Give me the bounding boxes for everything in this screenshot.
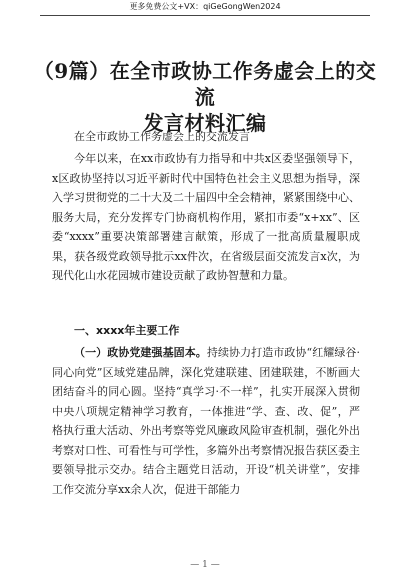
document-subtitle: 在全市政协工作务虚会上的交流发言 (74, 130, 250, 143)
title-line-2: 发言材料汇编 (143, 111, 267, 135)
paragraph-1-text: 持续协力打造市政协“红耀绿谷·同心向党”区域党建品牌，深化党建联建、团建联建，不断画大团结奋斗的同心圆。坚持“真学习·不一样”，扎实开展深入贯彻中央八项规定精神学习教育，一体推进“学、查、改、促”，严格执行重大活动、外出考察等党风廉政风险审查机制，强化外出考察对口性、可看性与可学性，多篇外出考察情况报告获区委主要领导批示交办。结合主题党日活动，开设“机关讲堂”，安排工作交流分享xx余人次，促进干部能力 (52, 346, 361, 496)
intro-paragraph: 今年以来，在xx市政协有力指导和中共x区委坚强领导下，x区政协坚持以习近平新时代中国特色社会主义思想为指导，深入学习贯彻党的二十大及二十届四中全会精神，紧紧围绕中心、服务大局，充分发挥专门协商机构作用，紧扣市委“x+xx”、区委“xxxx”重要决策部署建言献策，形成了一批高质量履职成果，获各级党政领导批示xx件次，在省级层面交流发言x次，为现代化山水花园城市建设贡献了政协智慧和力量。 (52, 152, 360, 282)
header-divider (40, 15, 370, 16)
page-number: — 1 — (190, 560, 220, 570)
header-text: 更多免费公文+VX：qiGeGongWen2024 (129, 2, 281, 11)
title-line-1: （9篇）在全市政协工作务虚会上的交流 (33, 59, 377, 109)
document-title (30, 58, 380, 136)
paragraph-1-lead: （一）政协党建强基固本。 (74, 346, 207, 359)
paragraph-1 (52, 343, 360, 499)
section-heading-1: 一、xxxx年主要工作 (74, 324, 180, 337)
page-header (0, 0, 410, 20)
